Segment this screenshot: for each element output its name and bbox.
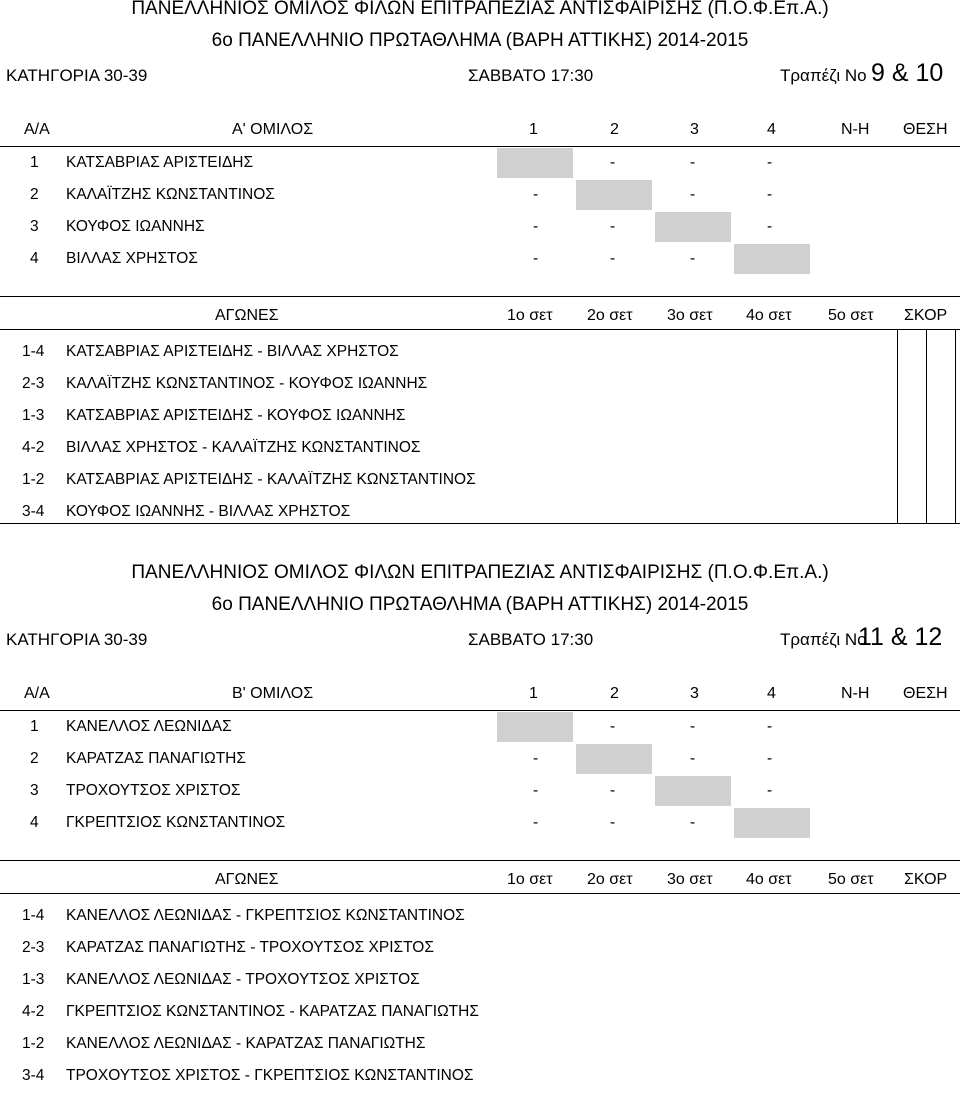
diagonal-cell-2	[576, 180, 652, 210]
set-header-2: 2ο σετ	[587, 307, 633, 324]
result-cell: -	[610, 718, 616, 735]
match-players: ΚΑΝΕΛΛΟΣ ΛΕΩΝΙΔΑΣ - ΚΑΡΑΤΖΑΣ ΠΑΝΑΓΙΩΤΗΣ	[66, 1035, 426, 1052]
match-players: ΒΙΛΛΑΣ ΧΡΗΣΤΟΣ - ΚΑΛΑΪΤΖΗΣ ΚΩΝΣΤΑΝΤΙΝΟΣ	[66, 439, 421, 456]
player-name: ΤΡΟΧΟΥΤΣΟΣ ΧΡΙΣΤΟΣ	[66, 782, 241, 799]
set-header-5: 5ο σετ	[828, 307, 874, 324]
match-players: ΚΑΤΣΑΒΡΙΑΣ ΑΡΙΣΤΕΙΔΗΣ - ΚΑΛΑΪΤΖΗΣ ΚΩΝΣΤΑΝΤΙΝΟΣ	[66, 471, 476, 488]
match-code: 3-4	[22, 1067, 45, 1084]
result-cell: -	[610, 782, 616, 799]
player-number: 3	[30, 782, 39, 799]
diagonal-cell-3	[655, 776, 731, 806]
col-header-pos: ΘΕΣΗ	[903, 685, 948, 702]
col-header-3: 3	[690, 121, 699, 138]
divider	[0, 893, 960, 894]
result-cell: -	[533, 814, 539, 831]
player-number: 4	[30, 250, 39, 267]
col-header-4: 4	[767, 685, 776, 702]
score-header: ΣΚΟΡ	[904, 307, 948, 324]
col-header-2: 2	[610, 685, 619, 702]
table-numbers: 9 & 10	[871, 59, 944, 87]
set-header-5: 5ο σετ	[828, 871, 874, 888]
col-header-aa: Α/Α	[24, 121, 50, 138]
match-code: 3-4	[22, 503, 45, 520]
matches-header: ΑΓΩΝΕΣ	[215, 307, 279, 324]
match-code: 1-4	[22, 343, 45, 360]
set-header-1: 1ο σετ	[507, 307, 553, 324]
diagonal-cell-3	[655, 212, 731, 242]
score-sheet-2	[0, 556, 960, 1108]
header-title: ΠΑΝΕΛΛΗΝΙΟΣ ΟΜΙΛΟΣ ΦΙΛΩΝ ΕΠΙΤΡΑΠΕΖΙΑΣ ΑΝΤΙΣΦΑΙΡΙΣΗΣ (Π.Ο.Φ.Επ.Α.)	[131, 0, 829, 19]
player-name: ΚΑΛΑΪΤΖΗΣ ΚΩΝΣΤΑΝΤΙΝΟΣ	[66, 186, 275, 203]
match-code: 1-3	[22, 971, 45, 988]
player-number: 1	[30, 718, 39, 735]
match-code: 1-3	[22, 407, 45, 424]
match-players: ΤΡΟΧΟΥΤΣΟΣ ΧΡΙΣΤΟΣ - ΓΚΡΕΠΤΣΙΟΣ ΚΩΝΣΤΑΝΤΙΝΟΣ	[66, 1067, 474, 1084]
match-code: 4-2	[22, 439, 45, 456]
match-players: ΚΑΝΕΛΛΟΣ ΛΕΩΝΙΔΑΣ - ΤΡΟΧΟΥΤΣΟΣ ΧΡΙΣΤΟΣ	[66, 971, 420, 988]
col-header-nh: Ν-Η	[841, 685, 870, 702]
divider	[0, 329, 960, 330]
category-label: ΚΑΤΗΓΟΡΙΑ 30-39	[6, 630, 148, 649]
player-number: 2	[30, 750, 39, 767]
player-name: ΓΚΡΕΠΤΣΙΟΣ ΚΩΝΣΤΑΝΤΙΝΟΣ	[66, 814, 286, 831]
score-sheet-1	[0, 0, 960, 544]
result-cell: -	[767, 782, 773, 799]
player-number: 3	[30, 218, 39, 235]
player-number: 4	[30, 814, 39, 831]
result-cell: -	[690, 250, 696, 267]
set-header-4: 4ο σετ	[746, 871, 792, 888]
result-cell: -	[767, 154, 773, 171]
match-players: ΚΑΡΑΤΖΑΣ ΠΑΝΑΓΙΩΤΗΣ - ΤΡΟΧΟΥΤΣΟΣ ΧΡΙΣΤΟΣ	[66, 939, 434, 956]
header-subtitle: 6ο ΠΑΝΕΛΛΗΝΙΟ ΠΡΩΤΑΘΛΗΜΑ (ΒΑΡΗ ΑΤΤΙΚΗΣ) 2014-2015	[211, 30, 749, 51]
col-header-3: 3	[690, 685, 699, 702]
match-code: 2-3	[22, 939, 45, 956]
diagonal-cell-1	[497, 148, 573, 178]
set-header-3: 3ο σετ	[667, 871, 713, 888]
result-cell: -	[610, 218, 616, 235]
player-number: 1	[30, 154, 39, 171]
day-time-label: ΣΑΒΒΑΤΟ 17:30	[468, 66, 594, 85]
match-players: ΚΑΤΣΑΒΡΙΑΣ ΑΡΙΣΤΕΙΔΗΣ - ΒΙΛΛΑΣ ΧΡΗΣΤΟΣ	[66, 343, 399, 360]
col-header-aa: Α/Α	[24, 685, 50, 702]
day-time-label: ΣΑΒΒΑΤΟ 17:30	[468, 630, 594, 649]
result-cell: -	[690, 814, 696, 831]
match-code: 1-2	[22, 1035, 45, 1052]
match-players: ΚΑΛΑΪΤΖΗΣ ΚΩΝΣΤΑΝΤΙΝΟΣ - ΚΟΥΦΟΣ ΙΩΑΝΝΗΣ	[66, 375, 428, 392]
result-cell: -	[610, 814, 616, 831]
diagonal-cell-1	[497, 712, 573, 742]
player-name: ΚΑΤΣΑΒΡΙΑΣ ΑΡΙΣΤΕΙΔΗΣ	[66, 154, 254, 171]
table-label: Τραπέζι Νο	[780, 630, 867, 649]
table-label: Τραπέζι Νο	[780, 66, 867, 85]
result-cell: -	[533, 186, 539, 203]
divider	[0, 146, 960, 147]
match-players: ΚΑΝΕΛΛΟΣ ΛΕΩΝΙΔΑΣ - ΓΚΡΕΠΤΣΙΟΣ ΚΩΝΣΤΑΝΤΙΝΟΣ	[66, 907, 465, 924]
col-header-1: 1	[529, 685, 538, 702]
col-header-group: Α' ΟΜΙΛΟΣ	[232, 121, 314, 138]
result-cell: -	[610, 250, 616, 267]
header-title: ΠΑΝΕΛΛΗΝΙΟΣ ΟΜΙΛΟΣ ΦΙΛΩΝ ΕΠΙΤΡΑΠΕΖΙΑΣ ΑΝΤΙΣΦΑΙΡΙΣΗΣ (Π.Ο.Φ.Επ.Α.)	[131, 562, 829, 583]
col-header-nh: Ν-Η	[841, 121, 870, 138]
set-header-4: 4ο σετ	[746, 307, 792, 324]
result-cell: -	[767, 750, 773, 767]
result-cell: -	[767, 186, 773, 203]
player-name: ΚΟΥΦΟΣ ΙΩΑΝΝΗΣ	[66, 218, 205, 235]
divider	[0, 860, 960, 861]
result-cell: -	[610, 154, 616, 171]
result-cell: -	[690, 186, 696, 203]
result-cell: -	[690, 750, 696, 767]
match-players: ΚΑΤΣΑΒΡΙΑΣ ΑΡΙΣΤΕΙΔΗΣ - ΚΟΥΦΟΣ ΙΩΑΝΝΗΣ	[66, 407, 406, 424]
set-header-1: 1ο σετ	[507, 871, 553, 888]
player-name: ΚΑΡΑΤΖΑΣ ΠΑΝΑΓΙΩΤΗΣ	[66, 750, 246, 767]
player-name: ΒΙΛΛΑΣ ΧΡΗΣΤΟΣ	[66, 250, 198, 267]
player-name: ΚΑΝΕΛΛΟΣ ΛΕΩΝΙΔΑΣ	[66, 718, 232, 735]
match-code: 1-2	[22, 471, 45, 488]
score-box-right	[955, 329, 956, 524]
divider	[0, 710, 960, 711]
col-header-pos: ΘΕΣΗ	[903, 121, 948, 138]
score-box-left	[897, 329, 898, 524]
result-cell: -	[533, 782, 539, 799]
match-players: ΚΟΥΦΟΣ ΙΩΑΝΝΗΣ - ΒΙΛΛΑΣ ΧΡΗΣΤΟΣ	[66, 503, 351, 520]
score-header: ΣΚΟΡ	[904, 871, 948, 888]
score-box-mid	[926, 329, 927, 524]
match-code: 4-2	[22, 1003, 45, 1020]
col-header-1: 1	[529, 121, 538, 138]
diagonal-cell-4	[734, 244, 810, 274]
result-cell: -	[767, 218, 773, 235]
result-cell: -	[533, 218, 539, 235]
player-number: 2	[30, 186, 39, 203]
result-cell: -	[690, 154, 696, 171]
result-cell: -	[767, 718, 773, 735]
diagonal-cell-2	[576, 744, 652, 774]
header-subtitle: 6ο ΠΑΝΕΛΛΗΝΙΟ ΠΡΩΤΑΘΛΗΜΑ (ΒΑΡΗ ΑΤΤΙΚΗΣ) 2014-2015	[211, 594, 749, 615]
match-code: 1-4	[22, 907, 45, 924]
divider	[0, 523, 960, 524]
col-header-4: 4	[767, 121, 776, 138]
set-header-3: 3ο σετ	[667, 307, 713, 324]
result-cell: -	[533, 750, 539, 767]
result-cell: -	[533, 250, 539, 267]
match-players: ΓΚΡΕΠΤΣΙΟΣ ΚΩΝΣΤΑΝΤΙΝΟΣ - ΚΑΡΑΤΖΑΣ ΠΑΝΑΓΙΩΤΗΣ	[66, 1003, 479, 1020]
matches-header: ΑΓΩΝΕΣ	[215, 871, 279, 888]
result-cell: -	[690, 718, 696, 735]
match-code: 2-3	[22, 375, 45, 392]
table-numbers: 11 & 12	[858, 623, 943, 651]
col-header-group: Β' ΟΜΙΛΟΣ	[232, 685, 314, 702]
set-header-2: 2ο σετ	[587, 871, 633, 888]
divider	[0, 296, 960, 297]
col-header-2: 2	[610, 121, 619, 138]
diagonal-cell-4	[734, 808, 810, 838]
category-label: ΚΑΤΗΓΟΡΙΑ 30-39	[6, 66, 148, 85]
